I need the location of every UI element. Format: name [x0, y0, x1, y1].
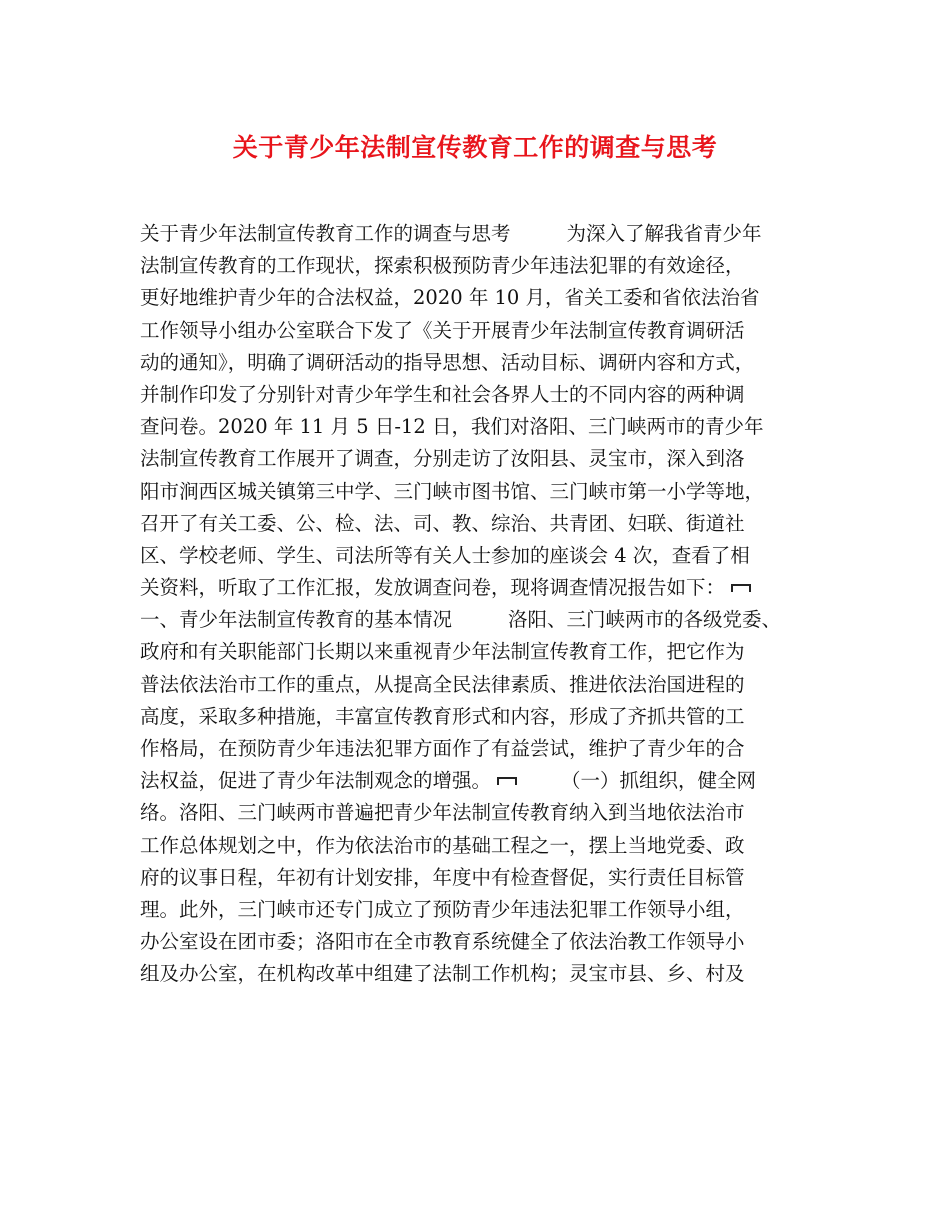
text-line [140, 218, 820, 250]
text-line [140, 830, 820, 862]
text-segment: 洛阳、三门峡两市的各级党委、 [508, 608, 782, 632]
text-line [140, 315, 820, 347]
text-segment: 工作领导小组办公室联合下发了《关于开展青少年法制宣传教育调研活 [140, 318, 745, 342]
text-segment: 府的议事日程，年初有计划安排，年度中有检查督促，实行责任目标管 [140, 865, 745, 889]
text-line [140, 765, 820, 797]
text-line [140, 282, 820, 314]
text-segment: 召开了有关工委、公、检、法、司、教、综治、共青团、妇联、街道社 [140, 511, 745, 535]
text-segment: 关资料，听取了工作汇报，发放调查问卷，现将调查情况报告如下： [140, 576, 726, 600]
text-segment: 法制宣传教育工作展开了调查，分别走访了汝阳县、灵宝市，深入到洛 [140, 447, 745, 471]
text-segment: 阳市涧西区城关镇第三中学、三门峡市图书馆、三门峡市第一小学等地， [140, 479, 765, 503]
text-segment: 为深入了解我省青少年 [566, 222, 762, 245]
text-segment: 组及办公室，在机构改革中组建了法制工作机构；灵宝市县、乡、村及 [140, 962, 745, 986]
text-segment: 普法依法治市工作的重点，从提高全民法律素质、推进依法治国进程的 [140, 672, 745, 696]
text-line [140, 411, 820, 443]
text-line [140, 250, 820, 282]
section-heading: 一、青少年法制宣传教育的基本情况 [140, 608, 453, 632]
text-segment: 法权益，促进了青少年法制观念的增强。 [140, 769, 492, 793]
text-line [140, 636, 820, 668]
text-line [140, 797, 820, 829]
text-segment: 政府和有关职能部门长期以来重视青少年法制宣传教育工作，把它作为 [140, 640, 745, 664]
text-line [140, 669, 820, 701]
text-segment: 高度，采取多种措施，丰富宣传教育形式和内容，形成了齐抓共管的工 [140, 704, 745, 728]
text-segment: 更好地维护青少年的合法权益，2020 年 10 月，省关工委和省依法治省 [140, 286, 760, 310]
text-line [140, 443, 820, 475]
text-segment: 理。此外，三门峡市还专门成立了预防青少年违法犯罪工作领导小组， [140, 897, 745, 921]
text-line [140, 508, 820, 540]
text-segment: 查问卷。2020 年 11 月 5 日-12 日，我们对洛阳、三门峡两市的青少年 [140, 415, 764, 439]
text-line [140, 540, 820, 572]
text-segment: 作格局，在预防青少年违法犯罪方面作了有益尝试，维护了青少年的合 [140, 737, 745, 760]
text-line [140, 604, 820, 636]
text-line [140, 379, 820, 411]
text-line [140, 862, 820, 894]
text-line [140, 476, 820, 508]
text-line [140, 926, 820, 958]
text-line [140, 701, 820, 733]
document-title: 关于青少年法制宣传教育工作的调查与思考 [232, 133, 718, 162]
subsection-heading: （一）抓组织，健全网 [561, 769, 757, 793]
text-line [140, 958, 820, 990]
text-line [140, 572, 820, 604]
text-segment: 法制宣传教育的工作现状，探索积极预防青少年违法犯罪的有效途径， [140, 254, 745, 278]
document-body [140, 218, 820, 991]
text-segment: 并制作印发了分别针对青少年学生和社会各界人士的不同内容的两种调 [140, 382, 745, 406]
text-segment: 工作总体规划之中，作为依法治市的基础工程之一，摆上当地党委、政 [140, 833, 745, 857]
text-line [140, 347, 820, 379]
text-segment: 办公室设在团市委；洛阳市在全市教育系统健全了依法治教工作领导小 [140, 930, 745, 954]
text-line [140, 894, 820, 926]
paragraph-mark-icon [731, 584, 751, 594]
paragraph-mark-icon [497, 777, 517, 787]
text-segment: 络。洛阳、三门峡两市普遍把青少年法制宣传教育纳入到当地依法治市 [140, 801, 745, 825]
text-line [140, 733, 820, 765]
text-segment: 区、学校老师、学生、司法所等有关人士参加的座谈会 4 次，查看了相 [140, 543, 750, 567]
text-segment: 动的通知》，明确了调研活动的指导思想、活动目标、调研内容和方式， [140, 350, 755, 374]
text-segment: 关于青少年法制宣传教育工作的调查与思考 [140, 222, 511, 245]
